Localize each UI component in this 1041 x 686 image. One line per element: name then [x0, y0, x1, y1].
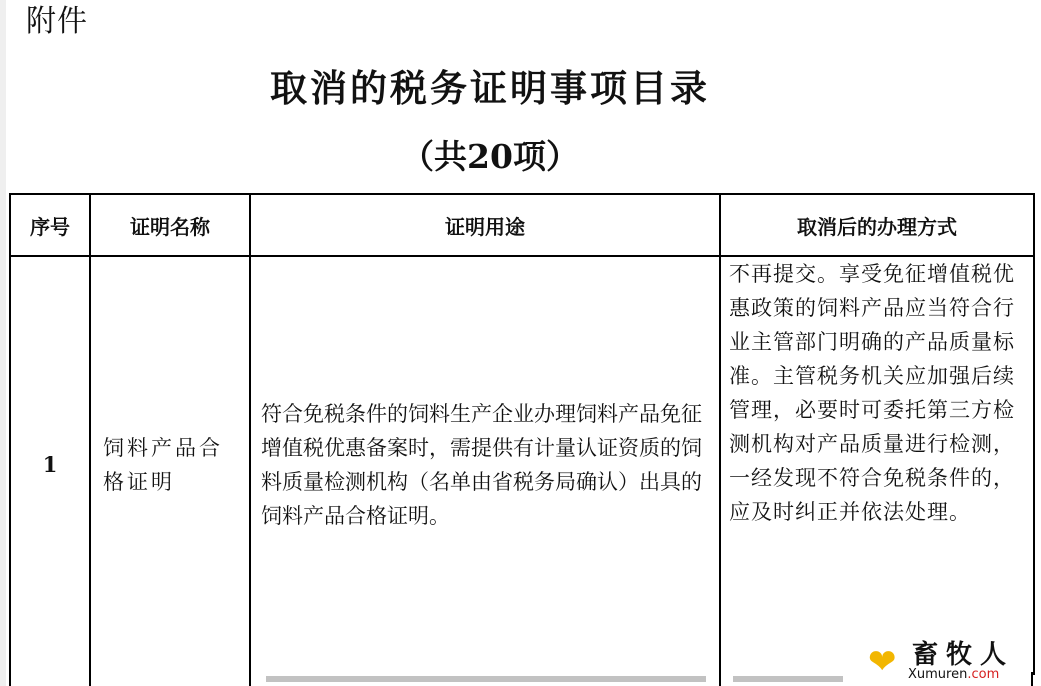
page-left-edge	[0, 0, 6, 686]
certificate-name: 饲料产品合格证明	[90, 256, 250, 674]
handling-after-cancellation: 不再提交。享受免征增值税优惠政策的饲料产品应当符合行业主管部门明确的产品质量标准。主管税务机关应加强后续管理，必要时可委托第三方检测机构对产品质量进行检测，一经发现不符合免税条件的，应及时纠正并依法处理。	[720, 256, 1034, 674]
certificate-purpose: 符合免税条件的饲料生产企业办理饲料产品免征增值税优惠备案时，需提供有计量认证资质的饲料质量检测机构（名单由省税务局确认）出具的饲料产品合格证明。	[250, 256, 720, 674]
heart-icon: ❤	[868, 642, 897, 682]
column-header-purpose: 证明用途	[250, 194, 720, 256]
watermark-site-name: Xumuren	[908, 667, 968, 682]
document-subtitle: （共20项）	[401, 137, 579, 176]
watermark-name: 畜牧人	[912, 640, 1015, 670]
row-number: 1	[10, 256, 90, 674]
watermark-site	[908, 668, 999, 682]
table-header-row	[10, 194, 1034, 256]
column-divider	[249, 672, 251, 686]
table-row	[10, 256, 1034, 674]
attachment-label: 附件	[26, 4, 88, 39]
watermark-site-domain: .com	[967, 667, 1000, 682]
cut-off-text	[266, 676, 706, 682]
document-title: 取消的税务证明事项目录	[270, 66, 710, 110]
certificate-table	[9, 193, 1035, 675]
column-header-handling: 取消后的办理方式	[720, 194, 1034, 256]
watermark-logo	[868, 640, 1038, 686]
cut-off-text	[733, 676, 843, 682]
column-divider	[719, 672, 721, 686]
column-divider	[89, 672, 91, 686]
column-header-number: 序号	[10, 194, 90, 256]
column-header-name: 证明名称	[90, 194, 250, 256]
